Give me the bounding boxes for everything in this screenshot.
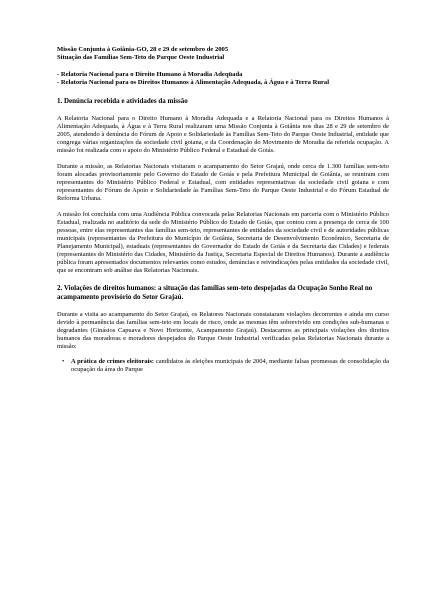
section-1-heading: 1. Denúncia recebida e atividades da missão [57, 97, 188, 105]
section-1-paragraph-2: Durante a missão, as Relatorias Nacionais visitaram o acampamento do Setor Grajaú, onde cerca de 1.300 famílias sem-teto foram alocadas provisoriamente pelo Governo do Estado de Goiás e pela Prefeitura Municipal de Goiânia, se reuniram com representantes do Ministério Público Federal e Estadual, com entidades representativas da sociedade civil goiana e com representantes do Fórum de Apoio e Solidariedade às Famílias Sem-Teto do Parque Oeste Industrial e do Fórum Estadual de Reforma Urbana. [57, 163, 389, 202]
mission-subtitle: Situação das Famílias Sem-Teto do Parque Oeste Industrial [57, 54, 225, 61]
list-item-label: A prática de crimes eleitorais: [71, 357, 155, 365]
section-1-paragraph-3: A missão foi concluída com uma Audiência Pública convocada pelas Relatorias Nacionais em parceria com o Ministério Público Estadual, realizada no auditório da sede do Ministério Público do Estado de Goiás, que contou com a presença de cerca de 100 pessoas, entre elas representantes das famílias sem-teto, representantes de entidades da sociedade civil e de autoridades públicas municipais (representantes da Prefeitura do Município de Goiânia, Secretaria de Desenvolvimento Econômico, Secretaria de Planejamento Municipal), estaduais (representantes do Governador do Estado de Goiás e da Secretaria das Cidades) e federais (representantes do Ministério das Cidades, Ministério da Justiça, Secretaria Especial de Direitos Humanos). Durante a audiência pública foram apresentados documentos relevantes como estudos, denúncias e reivindicações pelas entidades da sociedade civil, que se encontram sob análise das Relatorias Nacionais. [57, 210, 389, 274]
mission-title: Missão Conjunta à Goiânia-GO, 28 e 29 de setembro de 2005 [57, 46, 229, 53]
violations-list [57, 358, 389, 374]
bullet-marker: • [62, 357, 65, 365]
rapporteur-food-water-land: - Relatoria Nacional para os Direitos Humanos à Alimentação Adequada, à Água e à Terra Rural [57, 79, 330, 86]
section-1-paragraph-1: A Relatoria Nacional para o Direito Humano à Moradia Adequada e a Relatoria Nacional para os Direitos Humanos à Alimentação Adequada, à Água e à Terra Rural realizaram uma Missão Conjunta à Goiânia nos dias 28 e 29 de setembro de 2005, atendendo à denúncia do Fórum de Apoio e Solidariedade às Famílias Sem-Teto do Parque Oeste Industrial, entidade que congrega várias organizações da sociedade civil goiana, e da Coordenação do Movimento de Moradia da referida ocupação. A missão foi realizada com o apoio do Ministério Público Federal e Estadual de Goiás. [57, 115, 389, 155]
list-item [62, 357, 389, 374]
rapporteur-housing: - Relatoria Nacional para o Direito Humano à Moradia Adeqüada [57, 71, 243, 78]
section-2-heading: 2. Violações de direitos humanos: a situação das famílias sem-teto despejadas da Ocupação Sonho Real no acampamento provisório do Setor Grajaú. [57, 284, 373, 301]
document-header [57, 46, 389, 62]
section-2-paragraph: Durante a visita ao acampamento do Setor Grajaú, os Relatores Nacionais constataram violações decorrentes e ainda em curso devido à permanência das famílias sem-teto em locais de risco, onde as mesmas têm sobrevivido em condições sub-humanas e degradantes (Ginásios Capuava e Novo Horizonte, Acampamento Grajaú). Destacamos as principais violações dos direitos humanos das moradoras e moradores despejados do Parque Oeste Industrial verificadas pelas Relatorias Nacionais durante a missão: [57, 311, 389, 350]
rapporteur-list [57, 71, 389, 87]
list-item-text: candidatos às eleições municipais de 2004, mediante falsas promessas de consolidação da ocupação da área do Parque [71, 357, 389, 373]
